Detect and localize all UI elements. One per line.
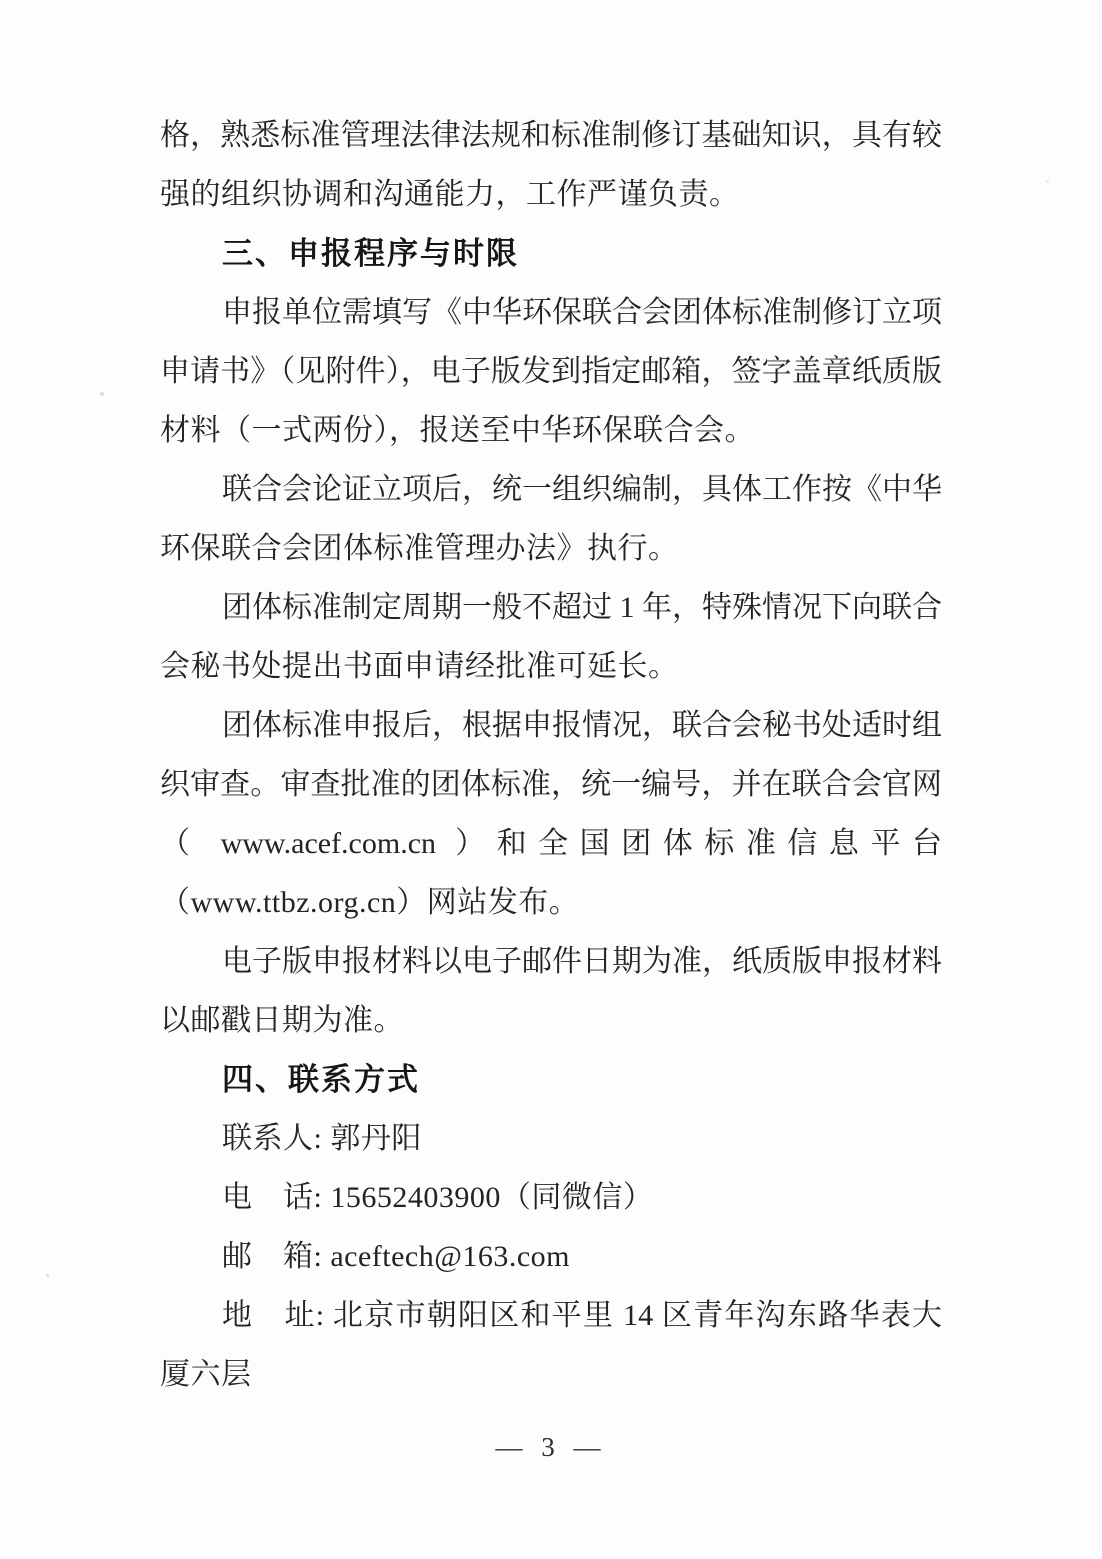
text-line: 强的组织协调和沟通能力，工作严谨负责。 [160,178,740,211]
text-line: 联合会论证立项后，统一组织编制，具体工作按《中华 [222,473,942,506]
text-line-ttbz-url: （www.ttbz.org.cn）网站发布。 [160,886,580,919]
text-line: 织审查。审查批准的团体标准，统一编号，并在联合会官网 [160,768,942,801]
scan-speck [100,392,104,396]
section-heading-3: 三、申报程序与时限 [222,236,519,271]
text-line: 团体标准制定周期一般不超过 1 年，特殊情况下向联合 [222,591,942,624]
text-line: 环保联合会团体标准管理办法》执行。 [160,532,679,565]
text-line: 会秘书处提出书面申请经批准可延长。 [160,650,679,683]
contact-address-line: 地 址: 北京市朝阳区和平里 14 区青年沟东路华表大 [222,1299,942,1332]
contact-email-line: 邮 箱: aceftech@163.com [222,1240,571,1273]
text-line-acef-url: （ www.acef.com.cn ）和全国团体标准信息平台 [160,827,942,860]
page-number: — 3 — [495,1432,607,1462]
text-line: 团体标准申报后，根据申报情况，联合会秘书处适时组 [222,709,942,742]
scan-speck [1046,180,1049,183]
text-line: 格，熟悉标准管理法律法规和标准制修订基础知识，具有较 [160,119,942,152]
contact-person-line: 联系人: 郭丹阳 [222,1122,422,1155]
text-line: 材料（一式两份），报送至中华环保联合会。 [160,414,755,447]
text-line: 电子版申报材料以电子邮件日期为准，纸质版申报材料 [222,945,942,978]
contact-phone-line: 电 话: 15652403900（同微信） [222,1181,654,1214]
scan-speck [46,1274,49,1277]
text-line: 申请书》（见附件），电子版发到指定邮箱，签字盖章纸质版 [160,355,942,388]
text-line: 申报单位需填写《中华环保联合会团体标准制修订立项 [222,296,942,329]
section-heading-4: 四、联系方式 [222,1062,420,1097]
document-body [160,106,942,1404]
contact-address-line-2: 厦六层 [160,1358,252,1391]
text-line: 以邮戳日期为准。 [160,1004,404,1037]
